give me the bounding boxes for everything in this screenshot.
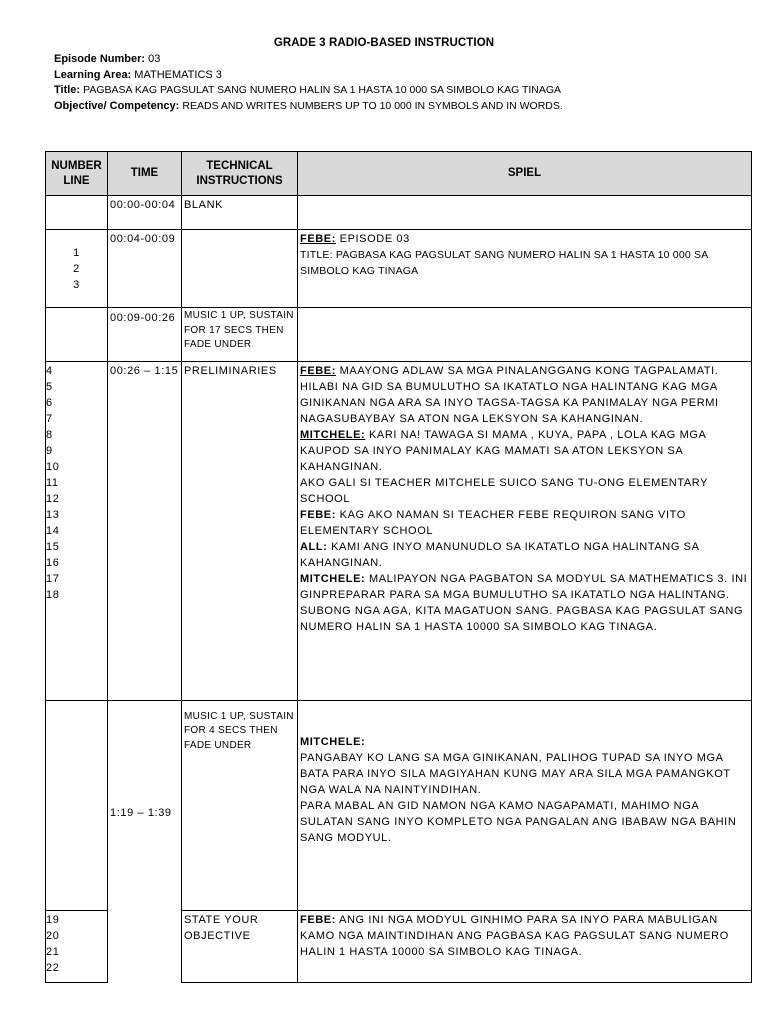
row4-numbers [46, 362, 107, 604]
row3-time: 00:09-00:26 [110, 312, 176, 324]
line-number: 4 [46, 365, 53, 377]
line-number: 22 [46, 962, 60, 974]
spiel-text: TITLE: PAGBASA KAG PAGSULAT SANG NUMERO HALIN SA 1 HASTA 10 000 SA SIMBOLO KAG TINAGA [300, 249, 708, 277]
spiel-text: MALIPAYON NGA PAGBATON SA MODYUL SA MATHEMATICS 3. INI GINPREPARAR PARA SA MGA BUMULUTHO SA IKATATLO NGA HALINTANG. [300, 573, 748, 601]
line-number: 6 [46, 397, 53, 409]
row6-spiel-cell [298, 911, 752, 983]
row5-number-cell [46, 709, 108, 911]
spacer-cell [46, 701, 108, 709]
row2-number-cell [46, 230, 108, 308]
table-row-spacer [46, 701, 752, 709]
spiel-text: ANG INI NGA MODYUL GINHIMO PARA SA INYO PARA MABULIGAN KAMO NGA MAINTINDIHAN ANG PAGBASA KAG PAGSULAT SANG NUMERO HALIN 1 HASTA 10000 SA SIMBOLO KAG TINAGA. [300, 914, 729, 958]
table-row [46, 230, 752, 308]
row4-time: 00:26 – 1:15 [110, 365, 179, 377]
row5-time-wrap [108, 709, 181, 822]
row4-tech-cell [182, 362, 298, 701]
row1-tech-cell [182, 196, 298, 230]
row2-time: 00:04-00:09 [110, 233, 176, 245]
row4-number-cell [46, 362, 108, 701]
line-number: 2 [73, 263, 80, 275]
spiel-text: KAG AKO NAMAN SI TEACHER FEBE REQUIRON SANG VITO ELEMENTARY SCHOOL [300, 509, 686, 537]
script-table [45, 151, 752, 983]
line-number: 3 [73, 279, 80, 291]
episode-label: Episode Number: [54, 53, 146, 65]
row3-number-cell [46, 308, 108, 362]
row2-tech-cell [182, 230, 298, 308]
row4-spiel [298, 362, 751, 636]
row6-tech: STATE YOUR OBJECTIVE [184, 914, 259, 942]
table-row [46, 308, 752, 362]
row2-spiel-cell [298, 230, 752, 308]
row6-number-cell [46, 911, 108, 983]
row3-time-cell [108, 308, 182, 362]
spiel-text: PARA MABAL AN GID NAMON NGA KAMO NAGAPAMATI, MAHIMO NGA SULATAN SANG INYO KOMPLETO NGA PANGALAN ANG IBABAW NGA BAHIN SANG MODYUL. [300, 799, 737, 844]
speaker-label: MITCHELE: [300, 573, 366, 585]
row5-tech: MUSIC 1 UP, SUSTAIN FOR 4 SECS THEN FADE UNDER [184, 710, 294, 751]
row3-tech-cell [182, 308, 298, 362]
learning-area-value: MATHEMATICS 3 [134, 68, 222, 81]
learning-area-label: Learning Area: [54, 68, 132, 81]
line-number: 14 [46, 525, 60, 537]
line-number: 8 [46, 429, 53, 441]
row3-spiel-cell [298, 308, 752, 362]
speaker-label: FEBE: [300, 914, 336, 926]
row2-spiel [298, 230, 751, 280]
row4-tech: PRELIMINARIES [184, 365, 277, 377]
spiel-text: PANGABAY KO LANG SA MGA GINIKANAN, PALIHOG TUPAD SA INYO MGA BATA PARA INYO SILA MAGIYAHAN KUNG MAY ARA SILA MGA PAMANGKOT NGA WALA NA NAINTYINDIHAN. [300, 751, 731, 796]
spiel-text: SUBONG NGA AGA, KITA MAGATUON SANG. PAGBASA KAG PAGSULAT SANG NUMERO HALIN SA 1 HASTA 10000 SA SIMBOLO KAG TINAGA. [300, 605, 744, 633]
objective-value: READS AND WRITES NUMBERS UP TO 10 000 IN SYMBOLS AND IN WORDS. [182, 99, 563, 112]
spiel-text: MAAYONG ADLAW SA MGA PINALANGGANG KONG TAGPALAMATI. HILABI NA GID SA BUMULUTHO SA IKATATLO NGA HALINTANG KAG MGA GINIKANAN NGA ARA SA INYO TAGSA-TAGSA KA PANIMALAY NGA PERMI NAGASUBAYBAY SA ATON NGA LEKSYON SA KAHANGINAN. [300, 365, 719, 425]
line-number: 18 [46, 589, 60, 601]
spiel-text: KARI NA! TAWAGA SI MAMA , KUYA, PAPA , LOLA KAG MGA KAUPOD SA INYO PANIMALAY KAG MAMATI SA ATON LEKSYON SA KAHANGINAN. [300, 429, 706, 473]
row2-time-cell [108, 230, 182, 308]
table-row [46, 196, 752, 230]
line-number: 21 [46, 946, 60, 958]
title-label: Title: [54, 84, 81, 96]
row3-tech: MUSIC 1 UP, SUSTAIN FOR 17 SECS THEN FADE UNDER [184, 310, 294, 350]
line-number: 13 [46, 509, 60, 521]
table-header-row [46, 152, 752, 196]
row5-tech-cell [182, 709, 298, 911]
spacer-cell [182, 701, 298, 709]
header-spiel: SPIEL [298, 152, 752, 196]
episode-row [54, 52, 754, 68]
line-number: 11 [46, 477, 59, 489]
row2-numbers [46, 230, 107, 294]
line-number: 16 [46, 557, 60, 569]
row5-time-cell [108, 709, 182, 983]
row1-time-cell [108, 196, 182, 230]
row1-time: 00:00-00:04 [110, 199, 176, 211]
row5-time: 1:19 – 1:39 [110, 806, 172, 819]
row4-spiel-cell [298, 362, 752, 701]
speaker-label: FEBE: [300, 233, 336, 245]
speaker-label: FEBE: [300, 365, 336, 377]
row1-number-cell [46, 196, 108, 230]
speaker-label: MITCHELE: [300, 735, 366, 748]
document-meta [54, 52, 754, 114]
title-value: PAGBASA KAG PAGSULAT SANG NUMERO HALIN SA 1 HASTA 10 000 SA SIMBOLO KAG TINAGA [83, 84, 562, 96]
line-number: 7 [46, 413, 53, 425]
document-title: GRADE 3 RADIO-BASED INSTRUCTION [273, 37, 495, 49]
objective-label: Objective/ Competency: [54, 99, 180, 112]
header-time: TIME [108, 152, 182, 196]
header-technical-instructions: TECHNICAL INSTRUCTIONS [182, 152, 298, 196]
learning-area-row [54, 68, 754, 84]
table-row [46, 709, 752, 911]
line-number: 12 [46, 493, 60, 505]
episode-value: 03 [148, 53, 161, 65]
line-number: 10 [46, 461, 60, 473]
header-number-line: NUMBER LINE [46, 152, 108, 196]
title-row [54, 83, 754, 99]
spiel-text: KAMI ANG INYO MANUNUDLO SA IKATATLO NGA HALINTANG SA KAHANGINAN. [300, 541, 699, 569]
row1-spiel-cell [298, 196, 752, 230]
spacer-cell [298, 701, 752, 709]
row5-spiel [298, 709, 751, 847]
row6-numbers [46, 911, 107, 977]
spacer-cell [108, 701, 182, 709]
row6-tech-cell [182, 911, 298, 983]
row5-spiel-cell [298, 709, 752, 911]
speaker-label: MITCHELE: [300, 429, 366, 441]
line-number: 1 [73, 247, 80, 259]
table-row [46, 362, 752, 701]
line-number: 17 [46, 573, 60, 585]
line-number: 19 [46, 914, 60, 926]
line-number: 20 [46, 930, 60, 942]
line-number: 15 [46, 541, 60, 553]
line-number: 9 [46, 445, 53, 457]
row1-tech: BLANK [184, 199, 224, 211]
spiel-text: EPISODE 03 [336, 233, 410, 245]
row6-spiel [298, 911, 751, 961]
objective-row [54, 99, 754, 115]
spiel-text: AKO GALI SI TEACHER MITCHELE SUICO SANG TU-ONG ELEMENTARY SCHOOL [300, 477, 708, 505]
row4-time-cell [108, 362, 182, 701]
line-number: 5 [46, 381, 53, 393]
speaker-label: ALL: [300, 541, 328, 553]
speaker-label: FEBE: [300, 509, 336, 521]
